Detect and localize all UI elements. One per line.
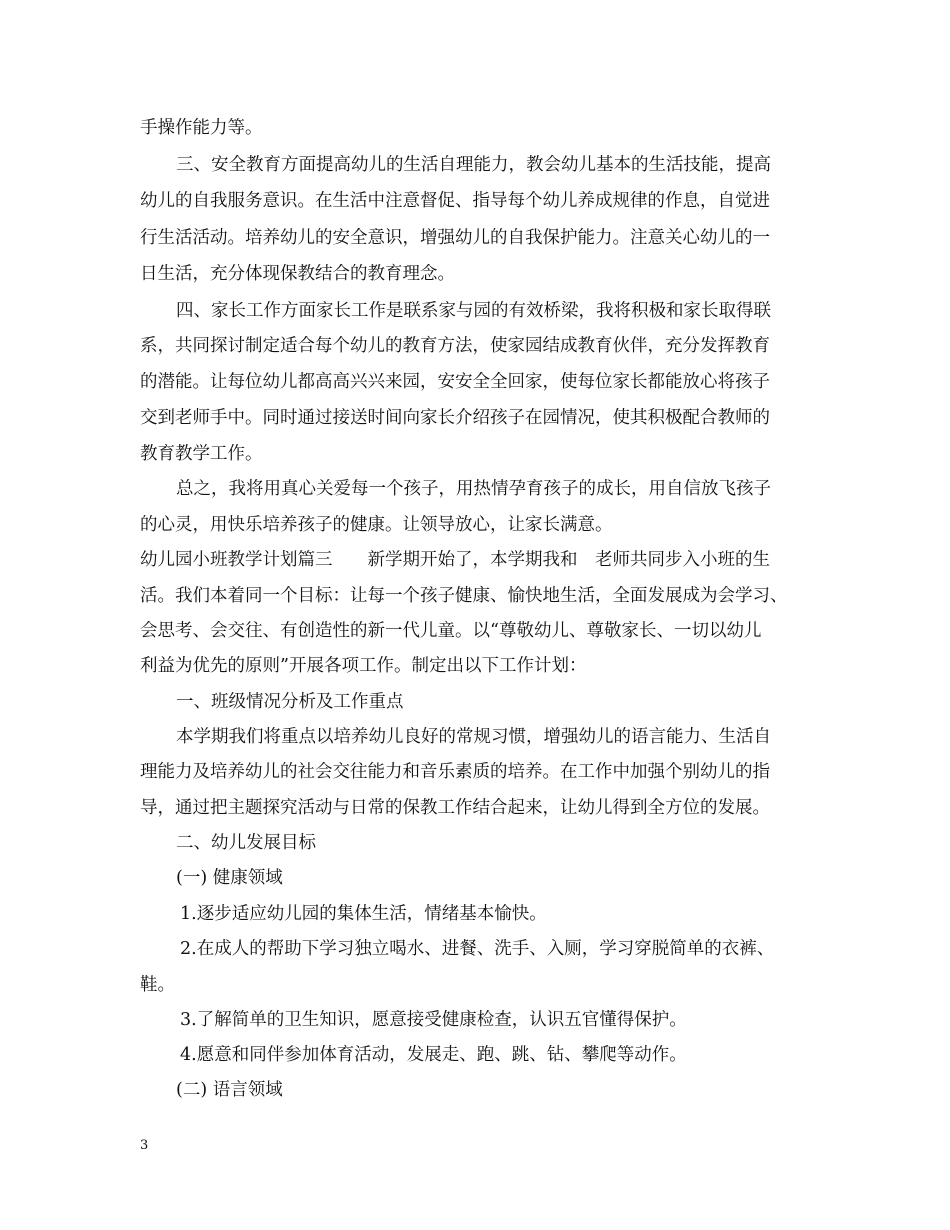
text-line: 4.愿意和同伴参加体育活动，发展走、跑、跳、钻、攀爬等动作。 — [180, 1045, 687, 1065]
text-line: 总之，我将用真心关爱每一个孩子，用热情孕育孩子的成长，用自信放飞孩子 — [176, 479, 771, 499]
text-line: 的潜能。让每位幼儿都高高兴兴来园，安安全全回家，使每位家长都能放心将孩子 — [140, 372, 770, 392]
text-line: 教育教学工作。 — [140, 444, 263, 464]
text-line: 行生活活动。培养幼儿的安全意识，增强幼儿的自我保护能力。注意关心幼儿的一 — [140, 228, 770, 248]
text-line: 手操作能力等。 — [140, 118, 263, 138]
text-line: 二、幼儿发展目标 — [176, 833, 316, 853]
text-line: 一、班级情况分析及工作重点 — [176, 692, 404, 712]
text-line: 2.在成人的帮助下学习独立喝水、进餐、洗手、入厕，学习穿脱简单的衣裤、 — [180, 939, 775, 959]
text-line: 1.逐步适应幼儿园的集体生活，情绪基本愉快。 — [180, 904, 547, 924]
text-line: 幼儿的自我服务意识。在生活中注意督促、指导每个幼儿养成规律的作息，自觉进 — [140, 191, 770, 211]
text-line: 活。我们本着同一个目标：让每一个孩子健康、愉快地生活，全面发展成为会学习、 — [140, 586, 788, 606]
text-line: 交到老师手中。同时通过接送时间向家长介绍孩子在园情况，使其积极配合教师的 — [140, 408, 770, 428]
text-line: 导，通过把主题探究活动与日常的保教工作结合起来，让幼儿得到全方位的发展。 — [140, 798, 770, 818]
text-line: (一) 健康领域 — [176, 868, 283, 888]
page-number: 3 — [140, 1138, 149, 1153]
text-line: 理能力及培养幼儿的社会交往能力和音乐素质的培养。在工作中加强个别幼儿的指 — [140, 762, 770, 782]
text-line: 幼儿园小班教学计划篇三 新学期开始了，本学期我和 老师共同步入小班的生 — [140, 550, 770, 570]
text-line: 利益为优先的原则”开展各项工作。制定出以下工作计划： — [140, 656, 587, 676]
text-line: 三、安全教育方面提高幼儿的生活自理能力，教会幼儿基本的生活技能，提高 — [176, 155, 771, 175]
text-line: 会思考、会交往、有创造性的新一代儿童。以“尊敬幼儿、尊敬家长、一切以幼儿 — [140, 621, 762, 641]
text-line: 3.了解简单的卫生知识，愿意接受健康检查，认识五官懂得保护。 — [180, 1010, 687, 1030]
text-line: 四、家长工作方面家长工作是联系家与园的有效桥梁，我将积极和家长取得联 — [176, 301, 771, 321]
text-line: 鞋。 — [140, 975, 175, 995]
text-line: (二) 语言领域 — [176, 1080, 283, 1100]
text-line: 日生活，充分体现保教结合的教育理念。 — [140, 264, 455, 284]
text-line: 系，共同探讨制定适合每个幼儿的教育方法，使家园结成教育伙伴，充分发挥教育 — [140, 336, 770, 356]
text-line: 的心灵，用快乐培养孩子的健康。让领导放心，让家长满意。 — [140, 515, 613, 535]
text-line: 本学期我们将重点以培养幼儿良好的常规习惯，增强幼儿的语言能力、生活自 — [176, 727, 771, 747]
